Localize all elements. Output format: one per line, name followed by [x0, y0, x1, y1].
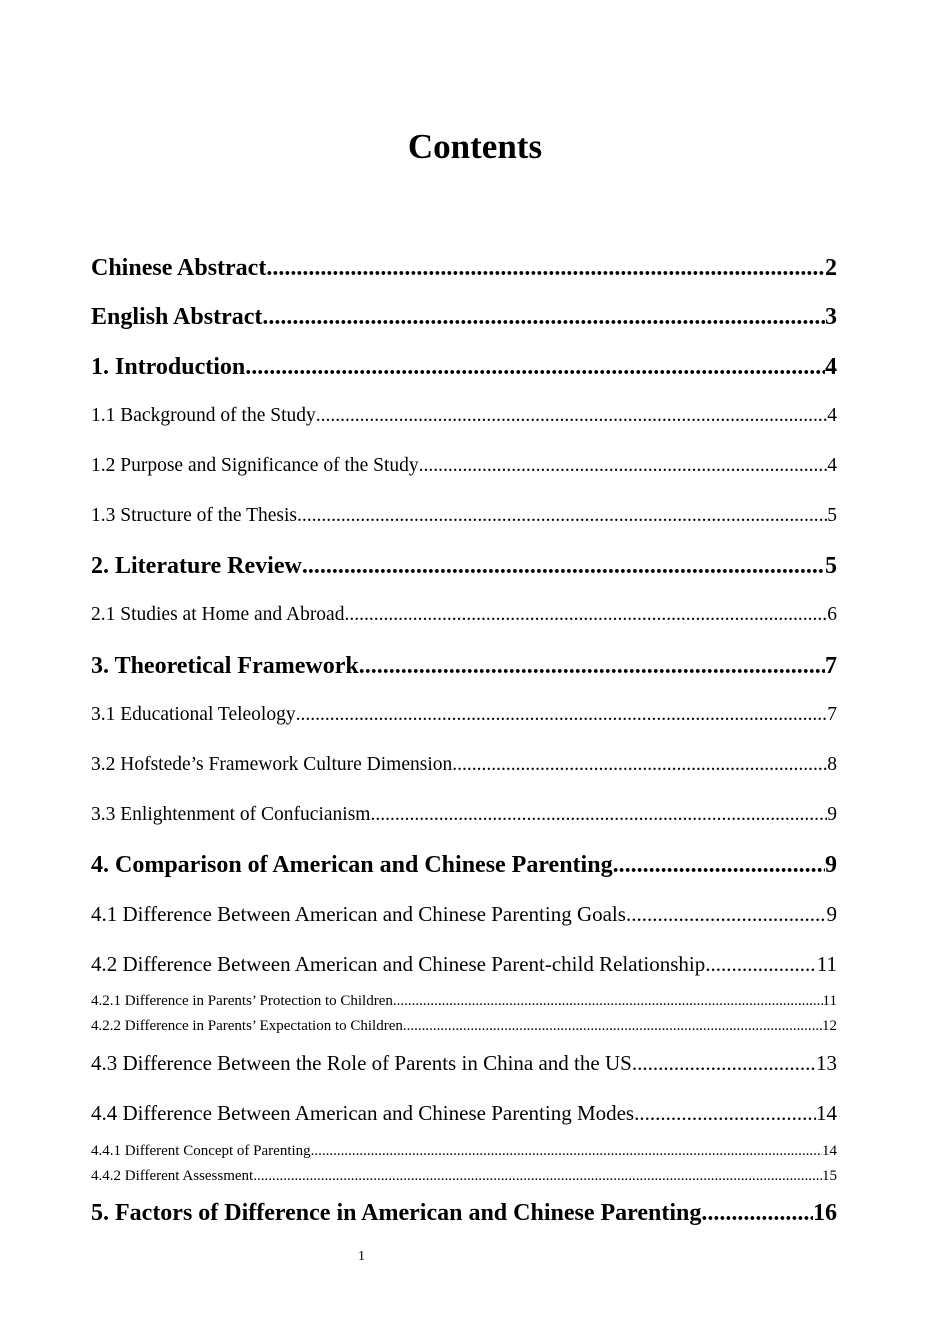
toc-entry-page: 7: [825, 653, 837, 679]
toc-entry-label: 4.3 Difference Between the Role of Parents in China and the US: [91, 1051, 632, 1075]
dot-leader: [626, 900, 827, 928]
toc-entry-label: 1.3 Structure of the Thesis: [91, 505, 297, 526]
toc-entry-introduction[interactable]: [91, 352, 837, 382]
toc-entry-label: 4.1 Difference Between American and Chinese Parenting Goals: [91, 902, 626, 926]
dot-leader: [613, 850, 825, 880]
toc-entry-structure[interactable]: [91, 503, 837, 529]
toc-entry-modes[interactable]: [91, 1099, 837, 1127]
dot-leader: [705, 950, 817, 978]
toc-entry-page: 9: [825, 852, 837, 878]
toc-entry-comparison[interactable]: [91, 850, 837, 880]
dot-leader: [634, 1099, 816, 1127]
toc-entry-confucianism[interactable]: [91, 802, 837, 828]
page-title: Contents: [407, 127, 543, 166]
toc-entry-factors[interactable]: [91, 1198, 837, 1228]
dot-leader: [403, 1016, 822, 1036]
toc-entry-label: English Abstract: [91, 304, 263, 330]
toc-entry-page: 14: [822, 1143, 837, 1159]
dot-leader: [701, 1198, 813, 1228]
dot-leader: [302, 551, 825, 581]
toc-entry-page: 4: [827, 455, 837, 476]
toc-entry-page: 16: [813, 1200, 837, 1226]
dot-leader: [359, 651, 825, 681]
toc-entry-page: 9: [827, 804, 837, 825]
toc-entry-protection[interactable]: [91, 991, 837, 1011]
toc-entry-goals[interactable]: [91, 900, 837, 928]
toc-entry-studies[interactable]: [91, 602, 837, 628]
toc-entry-page: 4: [827, 405, 837, 426]
toc-entry-label: 3.3 Enlightenment of Confucianism: [91, 804, 371, 825]
toc-entry-english-abstract[interactable]: [91, 302, 837, 332]
toc-entry-label: 2.1 Studies at Home and Abroad: [91, 604, 345, 625]
toc-entry-expectation[interactable]: [91, 1016, 837, 1036]
toc-entry-teleology[interactable]: [91, 702, 837, 728]
toc-entry-label: 4.2.2 Difference in Parents’ Expectation to Children: [91, 1018, 403, 1034]
toc-entry-page: 11: [822, 993, 837, 1009]
toc-entry-label: 5. Factors of Difference in American and Chinese Parenting: [91, 1200, 702, 1226]
toc-entry-page: 7: [827, 704, 837, 725]
dot-leader: [262, 302, 825, 332]
toc-entry-page: 13: [816, 1051, 837, 1075]
toc-entry-page: 3: [825, 304, 837, 330]
toc-entry-label: 4.4.1 Different Concept of Parenting: [91, 1143, 311, 1159]
toc-entry-role-of-parents[interactable]: [91, 1049, 837, 1077]
toc-entry-label: 4.2 Difference Between American and Chinese Parent-child Relationship: [91, 952, 706, 976]
toc-entry-page: 6: [827, 604, 837, 625]
toc-entry-page: 4: [825, 354, 837, 380]
dot-leader: [253, 1166, 822, 1186]
dot-leader: [344, 602, 827, 628]
toc-entry-label: 4.2.1 Difference in Parents’ Protection to Children: [91, 993, 393, 1009]
toc-entry-label: 1.2 Purpose and Significance of the Study: [91, 455, 419, 476]
toc-entry-label: Chinese Abstract: [91, 255, 267, 281]
page-number: 1: [358, 1249, 365, 1264]
toc-entry-page: 11: [816, 952, 837, 976]
dot-leader: [266, 253, 825, 283]
toc-entry-page: 2: [825, 255, 837, 281]
dot-leader: [632, 1049, 816, 1077]
toc-entry-label: 1.1 Background of the Study: [91, 405, 316, 426]
dot-leader: [370, 802, 827, 828]
toc-entry-chinese-abstract[interactable]: [91, 253, 837, 283]
toc-entry-hofstede[interactable]: [91, 752, 837, 778]
dot-leader: [311, 1141, 822, 1161]
toc-entry-purpose[interactable]: [91, 453, 837, 479]
dot-leader: [316, 403, 827, 429]
toc-entry-page: 12: [822, 1018, 837, 1034]
toc-entry-label: 4. Comparison of American and Chinese Parenting: [91, 852, 613, 878]
toc-entry-theoretical-framework[interactable]: [91, 651, 837, 681]
toc-entry-page: 9: [826, 902, 837, 926]
dot-leader: [297, 503, 827, 529]
toc-entry-page: 5: [825, 553, 837, 579]
toc-entry-relationship[interactable]: [91, 950, 837, 978]
toc-entry-label: 4.4 Difference Between American and Chinese Parenting Modes: [91, 1101, 635, 1125]
toc-entry-page: 5: [827, 505, 837, 526]
toc-entry-label: 3. Theoretical Framework: [91, 653, 359, 679]
toc-entry-background[interactable]: [91, 403, 837, 429]
toc-entry-literature-review[interactable]: [91, 551, 837, 581]
toc-entry-label: 2. Literature Review: [91, 553, 302, 579]
toc-entry-page: 14: [816, 1101, 837, 1125]
toc-entry-label: 3.1 Educational Teleology: [91, 704, 296, 725]
toc-entry-label: 4.4.2 Different Assessment: [91, 1168, 254, 1184]
toc-entry-label: 1. Introduction: [91, 354, 246, 380]
dot-leader: [452, 752, 827, 778]
toc-entry-page: 15: [822, 1168, 837, 1184]
toc-entry-assessment[interactable]: [91, 1166, 837, 1186]
toc-entry-label: 3.2 Hofstede’s Framework Culture Dimension: [91, 754, 453, 775]
dot-leader: [419, 453, 828, 479]
toc-entry-page: 8: [827, 754, 837, 775]
dot-leader: [245, 352, 825, 382]
toc-entry-concept[interactable]: [91, 1141, 837, 1161]
dot-leader: [296, 702, 828, 728]
dot-leader: [393, 991, 823, 1011]
